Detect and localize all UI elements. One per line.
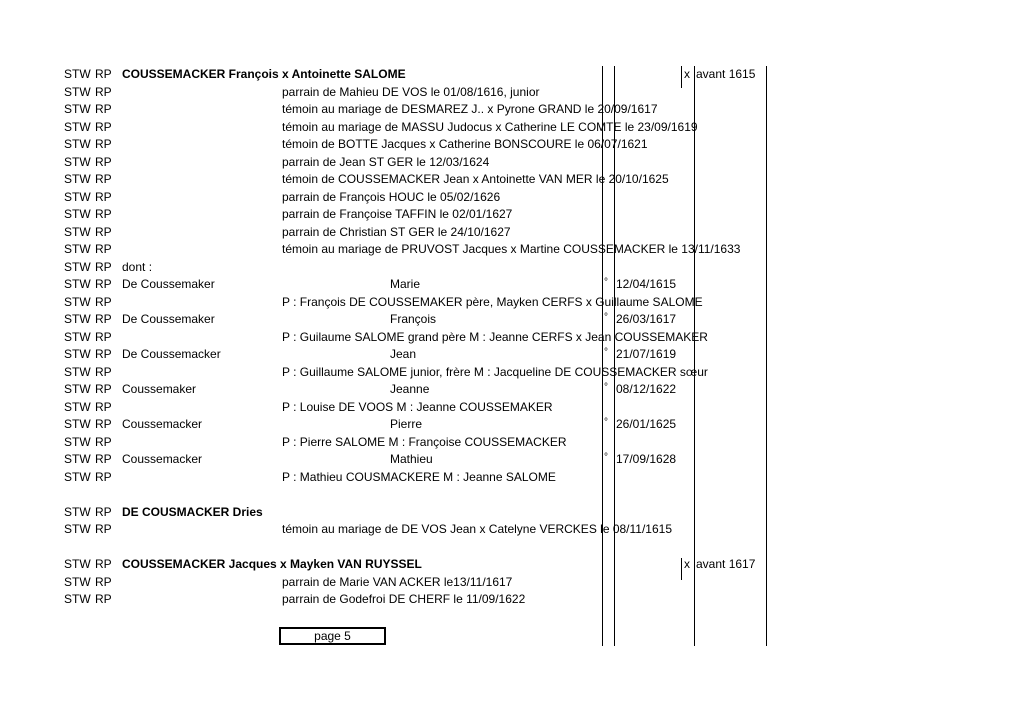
surname: DE COUSMACKER Dries <box>122 504 263 519</box>
gedcom-place: STW <box>64 469 91 484</box>
event-text: P : Guilaume SALOME grand père M : Jeanne CERFS x Jean COUSSEMAKER <box>282 329 708 344</box>
event-text: P : Mathieu COUSMACKERE M : Jeanne SALOME <box>282 469 556 484</box>
register-row <box>0 364 1024 381</box>
birth-symbol: ° <box>604 312 608 323</box>
gedcom-place: STW <box>64 242 91 256</box>
gedcom-place: STW <box>64 312 91 326</box>
event-text: témoin au mariage de DESMAREZ J.. x Pyrone GRAND le 20/09/1617 <box>282 102 658 116</box>
register-code: RP <box>95 329 112 344</box>
register-code: RP <box>95 84 112 99</box>
gedcom-place: STW <box>64 137 91 151</box>
column-rule <box>681 66 682 88</box>
gedcom-place: STW <box>64 84 91 99</box>
register-row <box>0 591 1024 608</box>
register-row <box>0 259 1024 276</box>
gedcom-place: STW <box>64 417 91 431</box>
surname: Coussemacker <box>122 417 203 431</box>
register-code: RP <box>95 67 112 81</box>
register-code: RP <box>95 172 112 186</box>
event-text: parrain de François HOUC le 05/02/1626 <box>282 189 501 204</box>
page-number: page 5 <box>314 629 351 643</box>
event-text: P : Louise DE VOOS M : Jeanne COUSSEMAKER <box>282 399 553 414</box>
register-code: RP <box>95 189 112 204</box>
column-rule <box>614 66 615 646</box>
register-row <box>0 434 1024 451</box>
register-row <box>0 416 1024 433</box>
register-code: RP <box>95 119 112 134</box>
given-name: François <box>390 312 437 326</box>
gedcom-place: STW <box>64 504 91 519</box>
gedcom-place: STW <box>64 557 91 571</box>
marriage-date: avant 1617 <box>696 557 756 571</box>
gedcom-place: STW <box>64 522 91 536</box>
register-code: RP <box>95 207 112 221</box>
column-rule <box>602 66 603 646</box>
surname: Coussemaker <box>122 382 197 396</box>
given-name: Mathieu <box>390 452 433 466</box>
gedcom-place: STW <box>64 329 91 344</box>
register-row <box>0 189 1024 206</box>
event-text: témoin au mariage de DE VOS Jean x Catelyne VERCKES le 08/11/1615 <box>282 522 672 536</box>
birth-symbol: ° <box>604 452 608 463</box>
event-text: témoin de BOTTE Jacques x Catherine BONSCOURE le 06/07/1621 <box>282 137 648 151</box>
event-text: P : Guillaume SALOME junior, frère M : Jacqueline DE COUSSEMACKER sœur <box>282 364 708 379</box>
register-row <box>0 224 1024 241</box>
register-code: RP <box>95 469 112 484</box>
gedcom-place: STW <box>64 399 91 414</box>
gedcom-place: STW <box>64 172 91 186</box>
register-code: RP <box>95 259 112 274</box>
gedcom-place: STW <box>64 207 91 221</box>
event-text: parrain de Mahieu DE VOS le 01/08/1616, junior <box>282 84 540 99</box>
gedcom-place: STW <box>64 574 91 589</box>
gedcom-place: STW <box>64 452 91 466</box>
gedcom-place: STW <box>64 592 91 606</box>
birth-date: 17/09/1628 <box>616 452 677 466</box>
register-row <box>0 346 1024 363</box>
register-row <box>0 119 1024 136</box>
register-row <box>0 276 1024 293</box>
register-row <box>0 399 1024 416</box>
surname: dont : <box>122 259 153 274</box>
register-row <box>0 556 1024 573</box>
blank-row <box>0 486 1024 503</box>
register-row <box>0 451 1024 468</box>
register-code: RP <box>95 154 112 169</box>
gedcom-place: STW <box>64 294 91 309</box>
register-code: RP <box>95 224 112 239</box>
register-code: RP <box>95 382 112 396</box>
event-text: témoin au mariage de PRUVOST Jacques x Martine COUSSEMACKER le 13/11/1633 <box>282 242 741 256</box>
column-rule <box>681 558 682 580</box>
register-code: RP <box>95 504 112 519</box>
birth-date: 21/07/1619 <box>616 347 677 361</box>
gedcom-place: STW <box>64 224 91 239</box>
register-row <box>0 469 1024 486</box>
event-text: parrain de Christian ST GER le 24/10/1627 <box>282 224 511 239</box>
surname: COUSSEMACKER François x Antoinette SALOME <box>122 67 406 81</box>
surname: De Coussemaker <box>122 312 215 326</box>
gedcom-place: STW <box>64 189 91 204</box>
surname: COUSSEMACKER Jacques x Mayken VAN RUYSSEL <box>122 557 422 571</box>
register-code: RP <box>95 137 112 151</box>
register-row <box>0 66 1024 83</box>
gedcom-place: STW <box>64 364 91 379</box>
gedcom-place: STW <box>64 67 91 81</box>
register-row <box>0 294 1024 311</box>
register-code: RP <box>95 242 112 256</box>
register-row <box>0 84 1024 101</box>
event-text: P : François DE COUSSEMAKER père, Mayken CERFS x Guillaume SALOME <box>282 294 703 309</box>
birth-symbol: ° <box>604 417 608 428</box>
register-code: RP <box>95 312 112 326</box>
given-name: Pierre <box>390 417 423 431</box>
register-row <box>0 154 1024 171</box>
birth-date: 26/01/1625 <box>616 417 677 431</box>
event-text: P : Pierre SALOME M : Françoise COUSSEMACKER <box>282 434 567 449</box>
gedcom-place: STW <box>64 102 91 116</box>
event-text: témoin au mariage de MASSU Judocus x Catherine LE COMTE le 23/09/1619 <box>282 119 698 134</box>
register-row <box>0 136 1024 153</box>
surname: De Coussemaker <box>122 277 215 291</box>
gedcom-place: STW <box>64 119 91 134</box>
register-row <box>0 521 1024 538</box>
register-code: RP <box>95 347 112 361</box>
page-number-box <box>279 627 386 645</box>
register-row <box>0 311 1024 328</box>
event-text: témoin de COUSSEMACKER Jean x Antoinette VAN MER le 20/10/1625 <box>282 172 669 186</box>
gedcom-place: STW <box>64 382 91 396</box>
birth-date: 08/12/1622 <box>616 382 677 396</box>
gedcom-place: STW <box>64 347 91 361</box>
register-code: RP <box>95 277 112 291</box>
register-code: RP <box>95 574 112 589</box>
marriage-date: avant 1615 <box>696 67 756 81</box>
register-code: RP <box>95 364 112 379</box>
birth-date: 26/03/1617 <box>616 312 677 326</box>
birth-date: 12/04/1615 <box>616 277 677 291</box>
given-name: Marie <box>390 277 421 291</box>
register-row <box>0 101 1024 118</box>
register-code: RP <box>95 557 112 571</box>
column-rule <box>694 66 695 646</box>
marriage-symbol: x <box>684 67 690 81</box>
register-code: RP <box>95 592 112 606</box>
register-code: RP <box>95 522 112 536</box>
birth-symbol: ° <box>604 347 608 358</box>
register-row <box>0 329 1024 346</box>
register-row <box>0 574 1024 591</box>
register-code: RP <box>95 434 112 449</box>
gedcom-place: STW <box>64 434 91 449</box>
birth-symbol: ° <box>604 382 608 393</box>
birth-symbol: ° <box>604 277 608 288</box>
register-row <box>0 241 1024 258</box>
register-code: RP <box>95 452 112 466</box>
column-rule <box>766 66 767 646</box>
given-name: Jeanne <box>390 382 430 396</box>
marriage-symbol: x <box>684 557 690 571</box>
blank-row <box>0 539 1024 556</box>
register-code: RP <box>95 294 112 309</box>
register-row <box>0 504 1024 521</box>
event-text: parrain de Françoise TAFFIN le 02/01/1627 <box>282 207 513 221</box>
event-text: parrain de Godefroi DE CHERF le 11/09/1622 <box>282 592 526 606</box>
register-code: RP <box>95 417 112 431</box>
event-text: parrain de Jean ST GER le 12/03/1624 <box>282 154 490 169</box>
surname: De Coussemacker <box>122 347 221 361</box>
gedcom-place: STW <box>64 259 91 274</box>
register-row <box>0 171 1024 188</box>
register-row <box>0 206 1024 223</box>
event-text: parrain de Marie VAN ACKER le13/11/1617 <box>282 574 513 589</box>
register-code: RP <box>95 399 112 414</box>
gedcom-place: STW <box>64 154 91 169</box>
register-row <box>0 381 1024 398</box>
surname: Coussemacker <box>122 452 203 466</box>
given-name: Jean <box>390 347 417 361</box>
gedcom-place: STW <box>64 277 91 291</box>
register-code: RP <box>95 102 112 116</box>
